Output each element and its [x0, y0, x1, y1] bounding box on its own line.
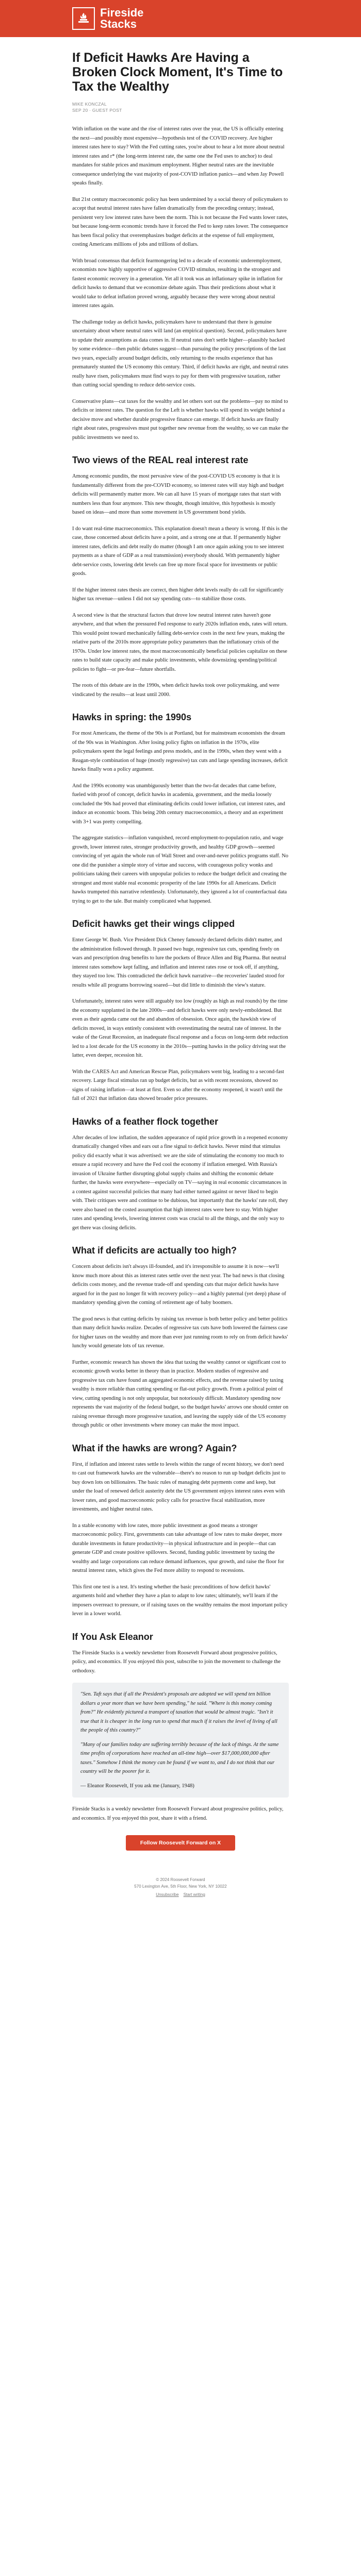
article-paragraph: And the 1990s economy was unambiguously better than the two-fat decades that came before, fueled with proof of concept, deficit hawks in academia, government, and the media loosely concluded the 90s had proved that eliminating deficits could lower inflation, cut interest rates, and induce an economic boom. This being 20th century macroeconomics, a theory and an experiment with 3+1 was pretty compelling. [72, 783, 285, 825]
article-paragraph: The Fireside Stacks is a weekly newsletter from Roosevelt Forward about progressive politics, policy, and economics. If you enjoyed this post, subscribe to join the movement to challenge the orthodoxy. [72, 1650, 281, 1674]
closing-paragraph: Fireside Stacks is a weekly newsletter from Roosevelt Forward about progressive politics, policy, and economics. If you enjoyed this post, share it with a friend. [72, 1806, 284, 1821]
footer-copyright: © 2024 Roosevelt Forward [156, 1877, 205, 1882]
article-body [72, 37, 289, 1898]
unsubscribe-link[interactable]: Unsubscribe [156, 1892, 179, 1897]
quote-text-2: "Many of our families today are suffering terribly because of the lack of things. At the same time profits of corporations have reached an all-time high—over $17,000,000,000 after taxes." Somehow I think the money can be found if we want to, and I do not think that our country will be the poorer for it. [80, 1741, 279, 1774]
flame-logo-svg [77, 12, 90, 25]
article-paragraph: For most Americans, the theme of the 90s is at Portland, but for mainstream economists the dream of the 90s was in Washington. After losing policy fights on inflation in the 1970s, elite policymakers spent the legal feelings and press models, and in the 1990s, when they went with a Reagan-style combination of huge (mostly regressive) tax cuts and large spending increases, deficit hawks finally won a policy argument. [72, 731, 288, 772]
cta-wrapper [72, 1835, 289, 1851]
article-paragraph: Conservative plans—cut taxes for the wealthy and let others sort out the problems—pay no mind to deficits or interest rates. The question for the Left is whether hawks will spend its weight behind a decisive move and whether durable progressive finance can emerge. If deficit hawks are finally right about rates, progressives must put together new revenue from the wealthy, so we can make the public investments we need to. [72, 398, 289, 440]
brand-name[interactable] [100, 7, 143, 30]
footer [72, 1876, 289, 1898]
section-heading: What if deficits are actually too high? [72, 1245, 237, 1256]
section-heading: Hawks of a feather flock together [72, 1116, 219, 1127]
article-paragraph: The challenge today as deficit hawks, policymakers have to understand that there is genuine uncertainty about where neutral rates will land (an empirical question). Second, policymakers have to update their assumptions as data comes in. If neutral rates don't settle higher—plausibly backed by some evidence—then public debates suggest—than pursuing the policy prescriptions of the last two years, especially around budget deficits, only returning to the results experience that has prematurely stunted the US economy this century. Third, if deficit hawks are right, and neutral rates really have risen, policymakers must find ways to pay for them with progressive taxation, rather than cutting social spending to reduce debt-service costs. [72, 319, 289, 388]
article-byline [72, 101, 289, 113]
brand-name-line2: Stacks [100, 18, 137, 30]
footer-links [72, 1891, 289, 1898]
article-paragraph: This first one test is a test. It's testing whether the basic preconditions of how deficit hawks' arguments hold and whether they have a plan to adapt to low rates; ultimately, we'll learn if the imposers overreact to pressure, or if raising taxes on the wealthy remains the most important policy lever in a lower world. [72, 1584, 288, 1617]
article-paragraph: After decades of low inflation, the sudden appearance of rapid price growth in a reopened economy dramatically changed vibes and ears out a fine signal to deficit hawks. Never mind that stimulus policy did exactly what it was advertised: we are the side of stimulating the economy too much to ensure a rapid recovery and have the Fed cool the economy if inflation emerged. With Russia's invasion of Ukraine further disrupting global supply chains and shifting the economic debate further, the hawks were everywhere—especially on TV—saying in real economic circumstances in a contest against successful policies that many had either turned against or never liked to begin with. Their critiques were and continue to be dubious, but importantly that the hawks' rate roll, they were also based on the costed assumption that high interest rates were here to stay. With higher rates and spending levels, lowering interest costs was crucial to all the things, and the only way to get there was closing deficits. [72, 1134, 288, 1231]
article-paragraph: Enter George W. Bush. Vice President Dick Cheney famously declared deficits didn't matter, and the administration followed through. It passed two huge, regressive tax cuts, spending freely on wars and prescription drug benefits to lure the pockets of Bruce Allen and Big Pharma. But neutral interest rates somehow kept falling, and inflation and interest rates rose or took off, if anything, they stayed too low. This contradicted the deficit hawk narrative—the recoveries' lauded stood for results while all programs borrowing soared—but did little to diminish the view's stature. [72, 937, 286, 988]
article-paragraph: First, if inflation and interest rates settle to levels within the range of recent history, we don't need to cast out framework hawks are the vulnerable—there's no reason to run up budget deficits just to buy down lots on billionaires. The basic rules of managing debt payments come and keep, but under the load of renewed deficit austerity debt the US government enjoys interest rates even with lower rates, and good macroeconomic policy calls for proactive fiscal stabilization, more investments, and higher neutral rates. [72, 1461, 286, 1512]
article-paragraph: I do want real-time macroeconomics. This explanation doesn't mean a theory is wrong. If this is the case, those concerned about deficits have a point, and a strong one at that. If permanently higher interest rates, deficits and debt really do matter (though I am once again asking you to see interest payments as a share of GDP as a real transmission) everybody should. With permanently higher debt-service costs, lowering debt levels can free up more fiscal space for investments or public goods. [72, 526, 288, 577]
quote-text-1: "Sen. Taft says that if all the President's proposals are adopted we will spend ten billion dollars a year more than we have been spending," he said. "Where is this money coming from?" He evidently pictured a transport of taxation that would be almost tragic. "Isn't it true that it is cheaper in the long run to spend that much if it raises the level of living of all the people of this country?" [80, 1691, 277, 1733]
article-paragraph: If the higher interest rates thesis are correct, then higher debt levels really do call for significantly higher tax revenue—unless I did not say spending cuts—to stabilize those costs. [72, 587, 284, 602]
section-heading: What if the hawks are wrong? Again? [72, 1443, 237, 1453]
section-heading: If You Ask Eleanor [72, 1631, 153, 1642]
section-heading: Deficit hawks get their wings clipped [72, 919, 235, 929]
article-paragraph: With inflation on the wane and the rise of interest rates over the year, the US is officially entering the next—and possibly most expensive—hypothesis test of the COVID recovery. Are higher interest rates here to stay? With the Fed cutting rates, you're about to hear a lot more about neutral interest rates and r* (the long-term interest rate, the same one the Fed uses to anchor) to deal mandates for stable prices and maximum employment. Higher neutral rates are the inevitable consequence underlying the vast majority of post-COVID inflation panics—and when Jay Powell speaks finally. [72, 126, 285, 186]
article-paragraph: With broad consensus that deficit fearmongering led to a decade of economic underemployment, economists now highly supportive of aggressive COVID stimulus, resulting in the strongest and fastest economic recovery in a generation. Yet all it took was an inflationary spike in inflation for deficit hawks to demand that we economize debate again. Thus their predictions about what it would take to defeat inflation proved wrong, arguably because they were wrong about neutral interest rates again. [72, 258, 283, 309]
article-paragraph: With the CARES Act and American Rescue Plan, policymakers went big, leading to a second-fast recovery. Large fiscal stimulus ran up budget deficits, but as with recent recessions, showed no signs of raising inflation—at least at first. Even so after the economy reopened, it wasn't until the fall of 2021 that inflation data showed broader price pressures. [72, 1069, 284, 1101]
section-heading: Two views of the REAL real interest rate [72, 455, 249, 465]
article-title: If Deficit Hawks Are Having a Broken Clock Moment, It's Time to Tax the Wealthy [72, 50, 283, 94]
article-paragraph: But 21st century macroeconomic policy has been undermined by a social theory of policymakers to accept that neutral interest rates have fallen dramatically from the preceding century; instead, persistent very low interest rates have been the norm. This is not because the Fed wants lower rates, but because long-term economic trends have it forced the Fed to keep rates lower. The consequence has been fiscal policy that overemphasizes budget deficits at the expense of full employment, costing Americans millions of jobs and trillions of dollars. [72, 196, 288, 247]
article-paragraph: The roots of this debate are in the 1990s, when deficit hawks took over policymaking, and were vindicated by the results—at least until 2000. [72, 683, 280, 698]
article-paragraph: In a stable economy with low rates, more public investment as good means a stronger macroeconomic policy. First, governments can take advantage of low rates to make deeper, more durable investments in future productivity—in physical infrastructure and in people—that can generate GDP and create positive spillovers. Second, funding public investment by taxing the wealthy and large corporations can reduce demand influences, spur growth, and raise the floor for neutral interest rates, which gives the Fed more ability to respond to recessions. [72, 1522, 284, 1573]
article-paragraph: The good news is that cutting deficits by raising tax revenue is both better policy and better politics than many deficit hawks realize. Decades of regressive tax cuts have both lowered the fairness case for higher taxes on the wealthy and more than ever just running room to rely on from deficit hawks' lunchy would generate lots of tax revenue. [72, 1316, 288, 1349]
article-paragraph: A second view is that the structural factors that drove low neutral interest rates haven't gone anywhere, and that when the pressured Fed response to early 2020s inflation ends, rates will return. This would point toward mechanically falling debt-service costs in the next few years, making the relative parts of the 2010s more appropriate policy parameters than the inflationary crisis of the 1970s. Under low interest rates, the most macroeconomically beneficial policies capitalize on these rates to build state capacity and make public investments, while downsizing spending/political policies to fight—or pre-fear—future shortfalls. [72, 612, 288, 672]
flame-logo-icon[interactable] [72, 7, 95, 30]
eleanor-quote [72, 1683, 289, 1798]
article-author[interactable]: MIKE KONCZAL [72, 101, 107, 107]
article-date: SEP 20 · GUEST POST [72, 108, 122, 113]
section-heading: Hawks in spring: the 1990s [72, 712, 192, 722]
footer-address: 570 Lexington Ave, 5th Floor, New York, NY 10022 [134, 1884, 227, 1889]
start-writing-link[interactable]: Start writing [183, 1892, 205, 1897]
brand-name-line1: Fireside [100, 6, 144, 19]
article-paragraph: Further, economic research has shown the idea that taxing the wealthy cannot or significant cost to economic growth works better in theory than in practice. Modern studies of regressive and progressive tax cuts have found an aggregated economic effects, and the revenue raised by taxing wealthy is more reliable than cutting spending or flat-out policy growth. From a political point of view, cutting spending is not only unpopular, but notoriously difficult. Mandatory spending now represents the vast majority of the federal budget, so the budget hawks' arrows one should center on raising revenue through more progressive taxation, and leaving the supply side of the US economy through public or other investments where money can make the most impact. [72, 1359, 289, 1428]
newsletter-header [0, 0, 361, 37]
follow-button[interactable]: Follow Roosevelt Forward on X [126, 1835, 235, 1851]
article-paragraph: Concern about deficits isn't always ill-founded, and it's irresponsible to assume it is now—we'll know much more about this as interest rates settle over the next year. The bad news is that closing deficits costs money, and the revenue trade-off and spending cuts that major deficit hawks have argued for in the past no longer fit with recovery policy—and a highly paternal (yet deep) phase of mandatory spending given the coming of retirement age of baby boomers. [72, 1264, 286, 1306]
quote-citation: — Eleanor Roosevelt, If you ask me (January, 1948) [80, 1783, 194, 1789]
article-paragraph: Unfortunately, interest rates were still arguably too low (roughly as high as real rounds) by the time the economy supplanted in the late 2000s—and deficit hawks were only newly-emboldened. But even as their agenda came out the and abandon of obsession. Once again, the hawkish view of deficits moved, in ways entirely consistent with overestimating the neutral rate of interest. In the wake of the Great Recession, an inadequate fiscal response and a focus on long-term debt reduction led to a lost decade for the US economy in the 2010s—putting hawks in the policy driving seat the latter, even deeper, recession hit. [72, 998, 288, 1058]
article-paragraph: Among economic pundits, the most pervasive view of the post-COVID US economy is that it is fundamentally different from the pre-COVID economy, so interest rates will stay high and budget deficits will permanently matter more. We can all have 15 years of mortgage rates that start with numbers less than four anymore. This new thought, though intuitive, this hypothesis is mostly based on ideas—and more than some movement in US government bond yields. [72, 473, 284, 515]
article-sections [72, 125, 289, 1675]
article-paragraph: The aggregate statistics—inflation vanquished, record employment-to-population ratio, and wage growth, lower interest rates, stronger productivity growth, and healthy GDP growth—seemed convincing of yet again the whole run of Wall Street and over-and-never politics programs staff. No one did the punisher a simple story of virtue and success, with courageous policy wonks and politicians taking their careers with unpopular policies to reduce the budget deficit and creating the strongest and most stable real economic prosperity of the late 1990s for all Americans. Deficit hawks trumpeted this narrative relentlessly. Unfortunately, they ignored a lot of counterfactual data trying to get to the tale. But mainly complicated what happened. [72, 835, 289, 904]
